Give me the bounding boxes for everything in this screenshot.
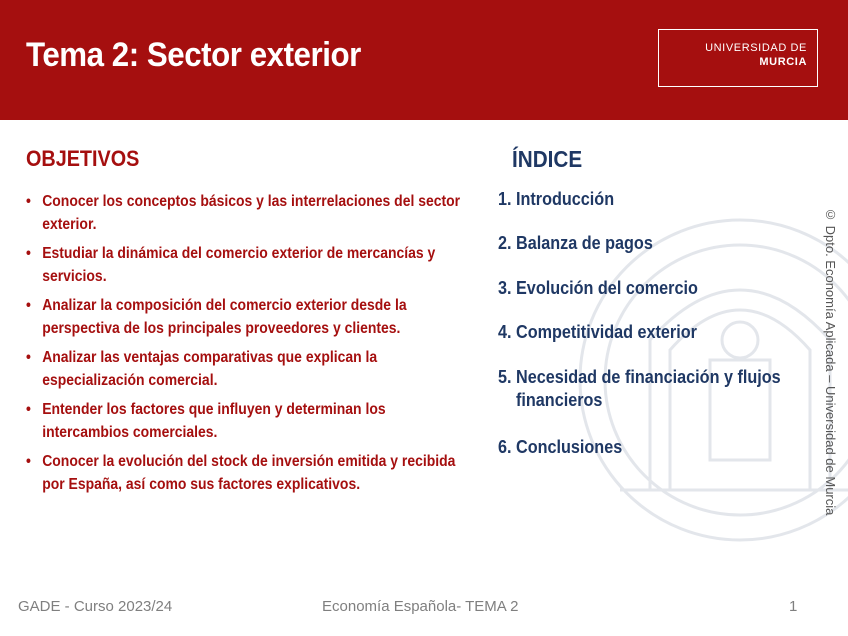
index-number: 3. (498, 278, 512, 298)
page-number: 1 (789, 598, 798, 615)
index-item (498, 277, 698, 300)
objective-item: • Analizar las ventajas comparativas que explican la especialización comercial. (26, 346, 474, 392)
index-number: 6. (498, 437, 512, 457)
index-item (498, 366, 813, 412)
objective-item: • Estudiar la dinámica del comercio exterior de mercancías y servicios. (26, 242, 474, 288)
index-label: Balanza de pagos (516, 233, 653, 253)
index-heading: ÍNDICE (512, 146, 583, 172)
title-bar (0, 0, 848, 120)
slide-title: Tema 2: Sector exterior (26, 36, 361, 74)
copyright-note: © Dpto. Economía Aplicada – Universidad de Murcia (823, 207, 838, 516)
objectives-heading: OBJETIVOS (26, 146, 140, 171)
objective-item: • Conocer la evolución del stock de inversión emitida y recibida por España, así como sus factores explicativos. (26, 450, 474, 496)
objective-item: • Analizar la composición del comercio exterior desde la perspectiva de los principales proveedores y clientes. (26, 294, 474, 340)
index-number: 2. (498, 233, 512, 253)
index-number: 5. (498, 367, 512, 387)
index-label: Necesidad de financiación y flujos financieros (516, 367, 781, 410)
objective-item: • Conocer los conceptos básicos y las interrelaciones del sector exterior. (26, 190, 474, 236)
index-number: 4. (498, 322, 512, 342)
index-item (498, 232, 653, 255)
logo-line-1: UNIVERSIDAD DE (705, 42, 807, 54)
index-label: Introducción (516, 189, 615, 209)
index-label: Evolución del comercio (516, 278, 698, 298)
footer-course: GADE - Curso 2023/24 (18, 598, 173, 615)
objective-item: • Entender los factores que influyen y determinan los intercambios comerciales. (26, 398, 474, 444)
logo-line-2: MURCIA (759, 56, 807, 68)
objectives-list (26, 190, 461, 502)
index-label: Competitividad exterior (516, 322, 697, 342)
footer-subject: Economía Española- TEMA 2 (322, 598, 519, 615)
index-item (498, 321, 697, 344)
university-logo (658, 29, 818, 87)
index-item (498, 188, 614, 211)
index-label: Conclusiones (516, 437, 623, 457)
index-item (498, 436, 622, 459)
index-number: 1. (498, 189, 512, 209)
